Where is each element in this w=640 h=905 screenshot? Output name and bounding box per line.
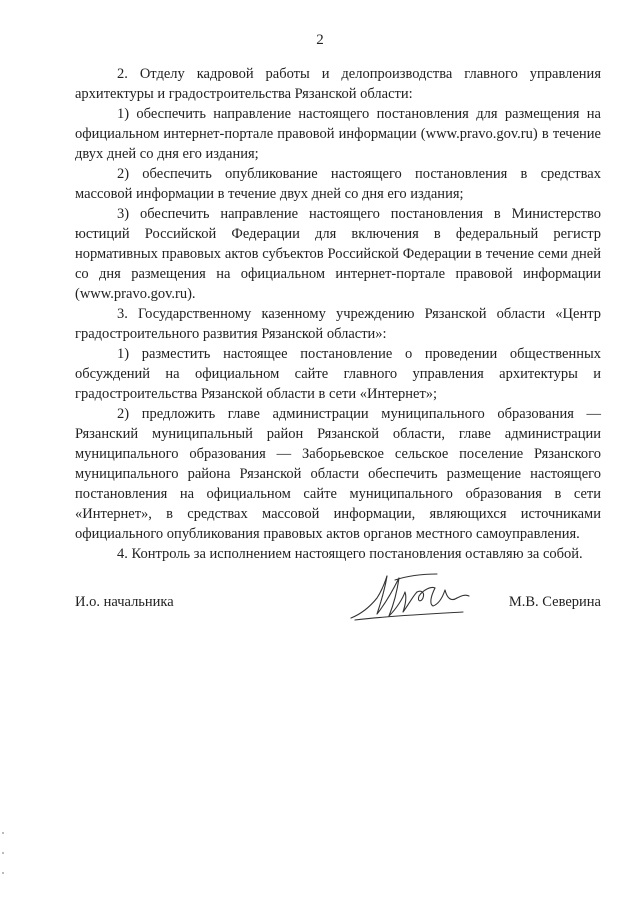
document-body bbox=[75, 64, 601, 564]
scan-artifact bbox=[2, 832, 4, 834]
signature-block bbox=[75, 588, 601, 628]
paragraph-4: 4. Контроль за исполнением настоящего постановления оставляю за собой. bbox=[117, 546, 583, 562]
paragraph-2-1: 1) обеспечить направление настоящего постановления для размещения на официальном интернет-портале правовой информации (www.pravo.gov.ru) в течение двух дней со дня его издания; bbox=[75, 106, 601, 162]
paragraph-2: 2. Отделу кадровой работы и делопроизводства главного управления архитектуры и градостроительства Рязанской области: bbox=[75, 66, 601, 102]
paragraph-3-1: 1) разместить настоящее постановление о проведении общественных обсуждений на официальном сайте главного управления архитектуры и градостроительства Рязанской области в сети «Интернет»; bbox=[75, 346, 601, 402]
scan-artifact bbox=[2, 852, 4, 854]
page-number: 2 bbox=[316, 32, 324, 48]
handwritten-signature bbox=[347, 568, 477, 626]
paragraph-3: 3. Государственному казенному учреждению Рязанской области «Центр градостроительного развития Рязанской области»: bbox=[75, 306, 601, 342]
paragraph-2-3: 3) обеспечить направление настоящего постановления в Министерство юстиций Российской Федерации для включения в федеральный регистр нормативных правовых актов субъектов Российской Федерации в течение семи дней со дня размещения на официальном интернет-портале правовой информации (www.pravo.gov.ru). bbox=[75, 206, 601, 302]
paragraph-3-2: 2) предложить главе администрации муниципального образования — Рязанский муниципальный район Рязанской области, главе администрации муниципального образования — Заборьевское сельское поселение Рязанского муниципального района Рязанской области обеспечить размещение настоящего постановления на официальном сайте муниципального образования в сети «Интернет», в средствах массовой информации, являющихся источниками официального опубликования правовых актов органов местного самоуправления. bbox=[75, 406, 601, 542]
scan-artifact bbox=[2, 872, 4, 874]
signatory-position: И.о. начальника bbox=[75, 594, 174, 610]
signatory-name: М.В. Северина bbox=[508, 594, 601, 610]
paragraph-2-2: 2) обеспечить опубликование настоящего постановления в средствах массовой информации в течение двух дней со дня его издания; bbox=[75, 166, 601, 202]
